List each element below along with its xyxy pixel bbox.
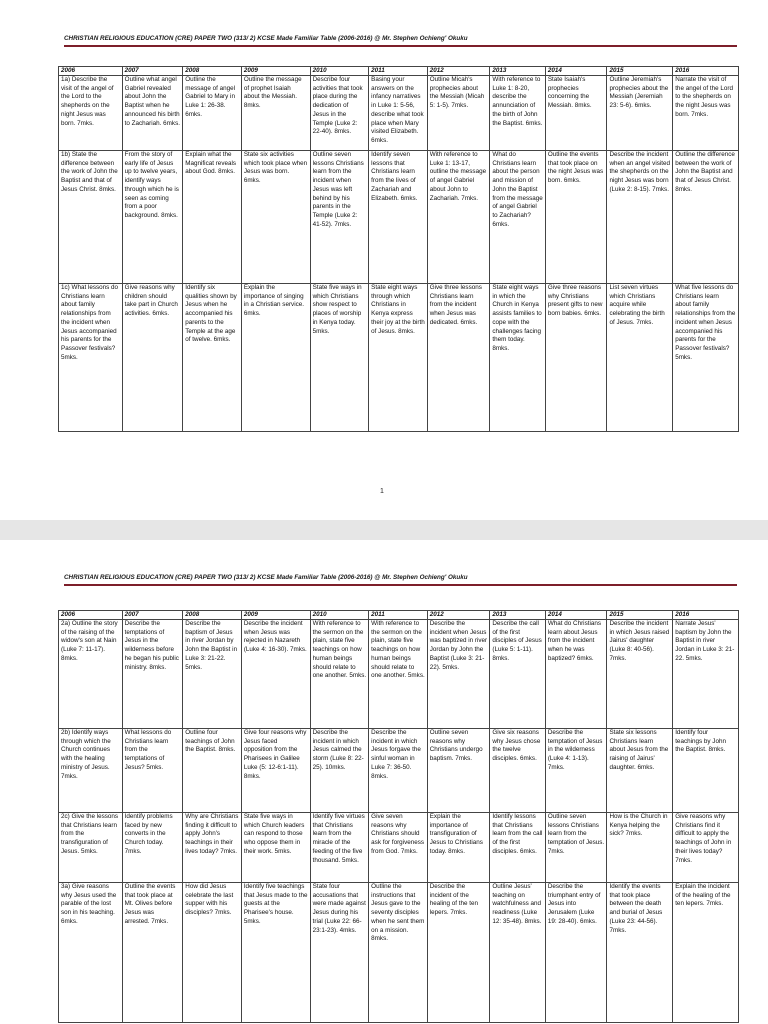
question-cell: 1c) What lessons do Christians learn about family relationships from the incident when Jesus accompanied his parents for the Passover festivals? 5mks. bbox=[59, 284, 123, 432]
question-cell: 1b) State the difference between the work of John the Baptist and that of Jesus Christ. 8mks. bbox=[59, 151, 123, 284]
year-header: 2015 bbox=[607, 611, 673, 620]
question-cell: What five lessons do Christians learn about family relationships from the incident when Jesus accompanied his parents for the Passover festivals? 5mks. bbox=[673, 284, 739, 432]
question-cell: Give reasons why children should take part in Church activities. 6mks. bbox=[122, 284, 183, 432]
document-page-2 bbox=[0, 540, 768, 1024]
year-header: 2016 bbox=[673, 611, 739, 620]
question-cell: Give three reasons why Christians present gifts to new born babies. 6mks. bbox=[545, 284, 607, 432]
question-cell: 2b) Identify ways through which the Church continues with the healing ministry of Jesus. 7mks. bbox=[59, 729, 123, 813]
question-row bbox=[59, 620, 739, 729]
question-cell: Give seven reasons why Christians should ask for forgiveness from God. 7mks. bbox=[369, 813, 428, 883]
year-header: 2006 bbox=[59, 67, 123, 76]
year-header: 2011 bbox=[369, 67, 428, 76]
question-cell: 1a) Describe the visit of the angel of the Lord to the shepherds on the night Jesus was born. 7mks. bbox=[59, 76, 123, 151]
question-cell: State four accusations that were made against Jesus during his trial (Luke 22: 66-23:1-23). 4mks. bbox=[310, 883, 369, 1023]
question-cell: How did Jesus celebrate the last supper with his disciples? 7mks. bbox=[183, 883, 242, 1023]
question-cell: Why are Christians finding it difficult to apply John's teachings in their lives today? 7mks. bbox=[183, 813, 242, 883]
question-cell: Describe four activities that took place during the dedication of Jesus in the Temple (Luke 2: 22-40). 8mks. bbox=[310, 76, 369, 151]
year-header: 2009 bbox=[241, 67, 310, 76]
question-row bbox=[59, 883, 739, 1023]
question-cell: Identify lessons that Christians learn from the call of the first disciples. 6mks. bbox=[490, 813, 545, 883]
page-header: CHRISTIAN RELIGIOUS EDUCATION (CRE) PAPER TWO (313/ 2) KCSE Made Familiar Table (2006-2016) @ Mr. Stephen Ochieng' Okuku bbox=[64, 574, 468, 581]
year-header-row bbox=[59, 67, 739, 76]
page-number: 1 bbox=[380, 488, 384, 495]
question-row bbox=[59, 729, 739, 813]
question-cell: Explain the importance of singing in a Christian service. 6mks. bbox=[241, 284, 310, 432]
question-cell: State Isaiah's prophecies concerning the Messiah. 8mks. bbox=[545, 76, 607, 151]
question-cell: Explain what the Magnificat reveals about God. 8mks. bbox=[183, 151, 242, 284]
question-cell: Describe the incident when Jesus was rejected in Nazareth (Luke 4: 16-30). 7mks. bbox=[241, 620, 310, 729]
year-header: 2007 bbox=[122, 67, 183, 76]
question-cell: State six lessons Christians learn about Jesus from the raising of Jairus' daughter. 6mks. bbox=[607, 729, 673, 813]
question-cell: Outline seven lessons Christians learn from the temptation of Jesus. 7mks. bbox=[545, 813, 607, 883]
question-cell: List seven virtues which Christians acquire while celebrating the birth of Jesus. 7mks. bbox=[607, 284, 673, 432]
questions-table bbox=[58, 610, 739, 1023]
question-cell: With reference to the sermon on the plain, state five teachings on how human beings should relate to one another. 5mks. bbox=[369, 620, 428, 729]
question-cell: Identify problems faced by new converts in the Church today. 7mks. bbox=[122, 813, 183, 883]
question-cell: 2c) Give the lessons that Christians learn from the transfiguration of Jesus. 5mks. bbox=[59, 813, 123, 883]
question-cell: Basing your answers on the infancy narratives in Luke 1: 5-56, describe what took place when Mary visited Elizabeth. 6mks. bbox=[369, 76, 428, 151]
year-header: 2011 bbox=[369, 611, 428, 620]
question-cell: Outline the difference between the work of John the Baptist and that of Jesus Christ. 8mks. bbox=[673, 151, 739, 284]
question-cell: Give three lessons Christians learn from the incident when Jesus was dedicated. 6mks. bbox=[427, 284, 490, 432]
year-header: 2007 bbox=[122, 611, 183, 620]
question-cell: Describe the incident of the healing of the ten lepers. 7mks. bbox=[427, 883, 490, 1023]
question-row bbox=[59, 151, 739, 284]
year-header: 2013 bbox=[490, 67, 545, 76]
question-cell: Identify six qualities shown by Jesus when he accompanied his parents to the Temple at the age of twelve. 6mks. bbox=[183, 284, 242, 432]
year-header: 2008 bbox=[183, 67, 242, 76]
question-cell: Describe the incident when an angel visited the shepherds on the night Jesus was born (Luke 2: 8-15). 7mks. bbox=[607, 151, 673, 284]
question-cell: Outline the instructions that Jesus gave to the seventy disciples when he sent them on a mission. 8mks. bbox=[369, 883, 428, 1023]
question-row bbox=[59, 284, 739, 432]
question-cell: With reference to the sermon on the plain, state five teachings on how human beings should relate to one another. 5mks. bbox=[310, 620, 369, 729]
year-header-row bbox=[59, 611, 739, 620]
question-cell: With reference to Luke 1: 8-20, describe the annunciation of the birth of John the Baptist. 6mks. bbox=[490, 76, 545, 151]
question-cell: Narrate Jesus' baptism by John the Baptist in river Jordan in Luke 3: 21-22. 5mks. bbox=[673, 620, 739, 729]
question-cell: State five ways in which Christians show respect to places of worship in Kenya today. 5mks. bbox=[310, 284, 369, 432]
question-row bbox=[59, 813, 739, 883]
question-cell: Explain the importance of transfiguration of Jesus to Christians today. 8mks. bbox=[427, 813, 490, 883]
header-rule bbox=[64, 45, 737, 47]
question-cell: State five ways in which Church leaders can respond to those who oppose them in their work. 5mks. bbox=[241, 813, 310, 883]
question-cell: Outline the message of prophet Isaiah about the Messiah. 8mks. bbox=[241, 76, 310, 151]
question-cell: With reference to Luke 1: 13-17, outline the message of angel Gabriel about John to Zachariah. 7mks. bbox=[427, 151, 490, 284]
question-cell: From the story of early life of Jesus up to twelve years, identify ways through which he is seen as coming from a poor background. 8mks. bbox=[122, 151, 183, 284]
question-cell: Describe the incident when Jesus was baptized in river Jordan by John the Baptist (Luke 3: 21-22). 5mks. bbox=[427, 620, 490, 729]
question-cell: Outline four teachings of John the Baptist. 8mks. bbox=[183, 729, 242, 813]
question-cell: State six activities which took place when Jesus was born. 6mks. bbox=[241, 151, 310, 284]
question-cell: Narrate the visit of the angel of the Lord to the shepherds on the night Jesus was born. 7mks. bbox=[673, 76, 739, 151]
question-cell: 3a) Give reasons why Jesus used the parable of the lost son in his teaching. 6mks. bbox=[59, 883, 123, 1023]
question-cell: Outline seven lessons Christians learn from the incident when Jesus was left behind by his parents in the Temple (Luke 2: 41-52). 7mks. bbox=[310, 151, 369, 284]
question-cell: Outline the events that took place at Mt. Olives before Jesus was arrested. 7mks. bbox=[122, 883, 183, 1023]
question-cell: Outline the events that took place on the night Jesus was born. 6mks. bbox=[545, 151, 607, 284]
question-cell: Outline seven reasons why Christians undergo baptism. 7mks. bbox=[427, 729, 490, 813]
question-cell: Describe the temptation of Jesus in the wilderness (Luke 4: 1-13). 7mks. bbox=[545, 729, 607, 813]
question-cell: Identify four teachings by John the Baptist. 8mks. bbox=[673, 729, 739, 813]
question-cell: Identify seven lessons that Christians learn from the lives of Zachariah and Elizabeth. 6mks. bbox=[369, 151, 428, 284]
page-gap bbox=[0, 520, 768, 540]
question-cell: Describe the triumphant entry of Jesus into Jerusalem (Luke 19: 28-40). 6mks. bbox=[545, 883, 607, 1023]
year-header: 2008 bbox=[183, 611, 242, 620]
question-cell: Explain the incident of the healing of the ten lepers. 7mks. bbox=[673, 883, 739, 1023]
year-header: 2010 bbox=[310, 67, 369, 76]
question-cell: Identify the events that took place between the death and burial of Jesus (Luke 23: 44-56). 7mks. bbox=[607, 883, 673, 1023]
page-header: CHRISTIAN RELIGIOUS EDUCATION (CRE) PAPER TWO (313/ 2) KCSE Made Familiar Table (2006-2016) @ Mr. Stephen Ochieng' Okuku bbox=[64, 35, 468, 42]
question-row bbox=[59, 76, 739, 151]
year-header: 2014 bbox=[545, 67, 607, 76]
question-cell: What do Christians learn about Jesus from the incident when he was baptized? 6mks. bbox=[545, 620, 607, 729]
question-cell: What lessons do Christians learn from the temptations of Jesus? 5mks. bbox=[122, 729, 183, 813]
question-cell: Outline the message of angel Gabriel to Mary in Luke 1: 26-38. 6mks. bbox=[183, 76, 242, 151]
question-cell: State eight ways in which the Church in Kenya assists families to cope with the challenges facing them today. 8mks. bbox=[490, 284, 545, 432]
year-header: 2006 bbox=[59, 611, 123, 620]
question-cell: How is the Church in Kenya helping the sick? 7mks. bbox=[607, 813, 673, 883]
question-cell: Outline Micah's prophecies about the Messiah (Micah 5: 1-5). 7mks. bbox=[427, 76, 490, 151]
year-header: 2012 bbox=[427, 67, 490, 76]
question-cell: Identify five virtues that Christians learn from the miracle of the feeding of the five thousand. 5mks. bbox=[310, 813, 369, 883]
question-cell: Describe the incident in which Jesus raised Jairus' daughter (Luke 8: 40-56). 7mks. bbox=[607, 620, 673, 729]
question-cell: Describe the incident in which Jesus calmed the storm (Luke 8: 22-25). 10mks. bbox=[310, 729, 369, 813]
question-cell: Describe the call of the first disciples of Jesus (Luke 5: 1-11). 8mks. bbox=[490, 620, 545, 729]
question-cell: Identify five teachings that Jesus made to the guests at the Pharisee's house. 5mks. bbox=[241, 883, 310, 1023]
year-header: 2010 bbox=[310, 611, 369, 620]
year-header: 2015 bbox=[607, 67, 673, 76]
question-cell: 2a) Outline the story of the raising of the widow's son at Nain (Luke 7: 11-17). 8mks. bbox=[59, 620, 123, 729]
question-cell: What do Christians learn about the person and mission of John the Baptist from the message of angel Gabriel to Zachariah? 6mks. bbox=[490, 151, 545, 284]
question-cell: Outline Jesus' teaching on watchfulness and readiness (Luke 12: 35-48). 8mks. bbox=[490, 883, 545, 1023]
questions-table bbox=[58, 66, 739, 432]
year-header: 2012 bbox=[427, 611, 490, 620]
question-cell: State eight ways through which Christians in Kenya express their joy at the birth of Jesus. 8mks. bbox=[369, 284, 428, 432]
question-cell: Outline what angel Gabriel revealed about John the Baptist when he announced his birth to Zachariah. 6mks. bbox=[122, 76, 183, 151]
year-header: 2013 bbox=[490, 611, 545, 620]
question-cell: Describe the incident in which Jesus forgave the sinful woman in Luke 7: 36-50. 8mks. bbox=[369, 729, 428, 813]
question-cell: Outline Jeremiah's prophecies about the Messiah (Jeremiah 23: 5-6). 6mks. bbox=[607, 76, 673, 151]
year-header: 2009 bbox=[241, 611, 310, 620]
question-cell: Describe the temptations of Jesus in the wilderness before he began his public ministry. 8mks. bbox=[122, 620, 183, 729]
year-header: 2014 bbox=[545, 611, 607, 620]
question-cell: Give reasons why Christians find it difficult to apply the teachings of John in their lives today? 7mks. bbox=[673, 813, 739, 883]
year-header: 2016 bbox=[673, 67, 739, 76]
question-cell: Give six reasons why Jesus chose the twelve disciples. 6mks. bbox=[490, 729, 545, 813]
question-cell: Describe the baptism of Jesus in river Jordan by John the Baptist in Luke 3: 21-22. 5mks. bbox=[183, 620, 242, 729]
question-cell: Give four reasons why Jesus faced opposition from the Pharisees in Galilee Luke (5: 12-6:1-11). 8mks. bbox=[241, 729, 310, 813]
header-rule bbox=[64, 584, 737, 586]
